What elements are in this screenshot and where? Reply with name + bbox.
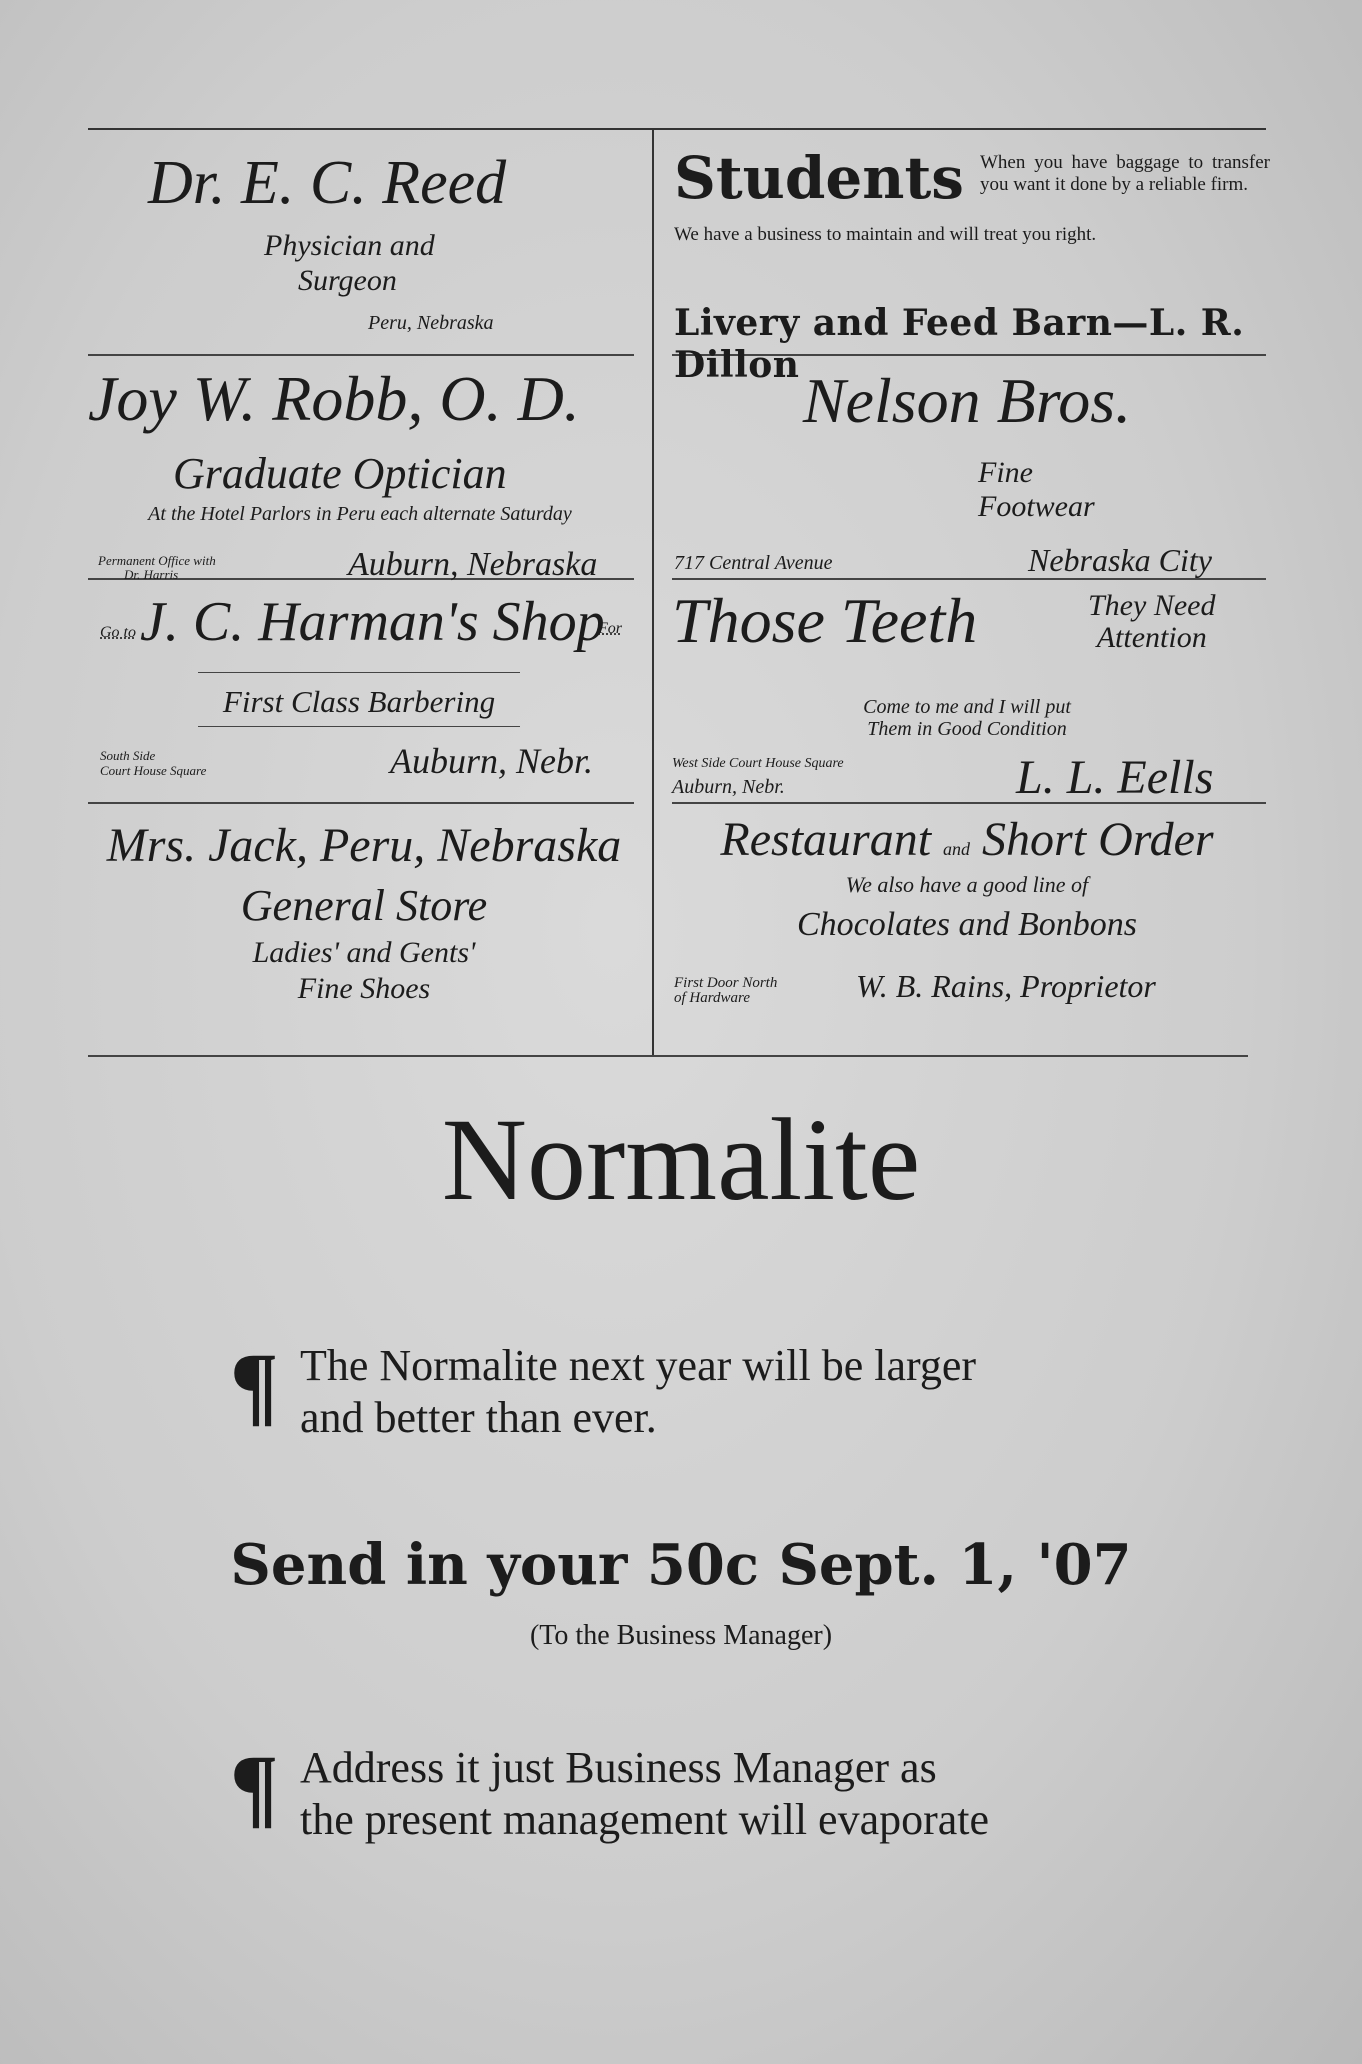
ad-nelson-city: Nebraska City: [1028, 542, 1212, 578]
ad-restaurant-line1: We also have a good line of: [845, 872, 1089, 897]
ad-teeth-town: Auburn, Nebr.: [672, 776, 785, 798]
normalite-para1-line2: and better than ever.: [300, 1393, 657, 1442]
ad-jack: [88, 808, 640, 1048]
ad-nelson: [668, 356, 1266, 576]
ad-teeth-need1: They Need: [1088, 589, 1216, 622]
ad-teeth-line1: Come to me and I will put: [863, 696, 1071, 718]
ad-teeth-side: West Side Court House Square: [672, 756, 844, 771]
ad-jack-name: Mrs. Jack, Peru, Nebraska: [106, 819, 622, 872]
ad-teeth-name: L. L. Eells: [1016, 751, 1214, 804]
ad-reed-location: Peru, Nebraska: [368, 312, 494, 334]
ad-jack-sub: General Store: [240, 881, 488, 930]
ad-jack-line1: Ladies' and Gents': [252, 936, 476, 969]
ad-harman-side: [100, 748, 206, 778]
normalite-para2-line2: the present management will evaporate: [300, 1795, 990, 1844]
ad-robb: [88, 356, 640, 583]
ad-reed-title1: Physician and: [264, 229, 435, 262]
ad-nelson-address: 717 Central Avenue: [674, 552, 833, 574]
ad-harman-go: Go to: [100, 624, 136, 641]
ad-restaurant-name: [668, 812, 1266, 867]
ad-nelson-line2: Footwear: [978, 490, 1095, 523]
ad-restaurant-name2: Short Order: [982, 813, 1214, 866]
column-divider: [652, 130, 654, 1057]
pilcrow-icon: ¶: [230, 1336, 279, 1435]
ad-harman-rule: [198, 672, 520, 673]
send-heading: Send in your 50c Sept. 1, '07: [230, 1532, 1132, 1598]
ad-restaurant-line2: Chocolates and Bonbons: [797, 906, 1137, 943]
send-subheading: (To the Business Manager): [529, 1620, 833, 1651]
normalite-paragraph-2-text: [300, 1742, 989, 1846]
ad-harman-name: J. C. Harman's Shop: [140, 591, 605, 653]
ad-robb-perm1: Permanent Office with: [98, 553, 216, 568]
ad-restaurant-door2: of Hardware: [674, 990, 750, 1006]
ad-students-right-text: When you have baggage to transfer you want it done by a reliable firm.: [980, 152, 1270, 195]
ad-harman: [88, 580, 640, 798]
ad-restaurant-and: and: [943, 839, 971, 859]
ad-reed: [88, 130, 640, 352]
ad-restaurant-door1: First Door North: [674, 975, 778, 991]
ad-restaurant-door: [674, 976, 777, 1006]
ad-robb-city: Auburn, Nebraska: [348, 546, 598, 583]
normalite-para1-line1: The Normalite next year will be larger: [300, 1341, 977, 1390]
bottom-divider: [88, 1055, 1248, 1057]
ad-harman-sub: First Class Barbering: [198, 684, 520, 727]
ad-teeth-title: Those Teeth: [672, 585, 978, 656]
row-divider: [88, 802, 634, 804]
ad-harman-side1: South Side: [100, 748, 156, 763]
ad-robb-name: Joy W. Robb, O. D.: [88, 363, 580, 434]
normalite-title: Normalite: [441, 1094, 921, 1225]
ad-jack-line2: Fine Shoes: [297, 972, 431, 1005]
ad-reed-name: Dr. E. C. Reed: [148, 149, 507, 217]
ad-robb-note: At the Hotel Parlors in Peru each alternate Saturday: [148, 503, 572, 525]
ad-harman-for: For: [598, 620, 622, 637]
ad-restaurant-proprietor: W. B. Rains, Proprietor: [856, 968, 1156, 1004]
ad-teeth-line2: Them in Good Condition: [867, 718, 1067, 740]
ad-nelson-line1: Fine: [978, 456, 1033, 489]
ad-teeth-need: [1088, 590, 1215, 654]
ads-grid: [88, 128, 1270, 1057]
pilcrow-icon: ¶: [230, 1738, 279, 1837]
ad-teeth-need2: Attention: [1096, 621, 1207, 654]
ad-students-body: We have a business to maintain and will treat you right.: [674, 224, 1097, 245]
ad-reed-title2: Surgeon: [298, 264, 397, 297]
normalite-paragraph-1-text: [300, 1340, 976, 1444]
ad-students-footer: Livery and Feed Barn—L. R. Dillon: [674, 302, 1245, 386]
normalite-para2-line1: Address it just Business Manager as: [300, 1743, 937, 1792]
ad-nelson-name: Nelson Bros.: [802, 365, 1132, 436]
ad-harman-side2: Court House Square: [100, 763, 207, 778]
ad-restaurant: [668, 808, 1266, 1048]
ad-students: [668, 130, 1270, 386]
ad-teeth: [668, 580, 1266, 804]
ad-students-title: Students: [674, 144, 964, 212]
ad-robb-perm2: Dr. Harris: [124, 567, 179, 582]
ad-harman-city: Auburn, Nebr.: [390, 741, 594, 781]
ad-robb-title: Graduate Optician: [173, 449, 507, 498]
ad-restaurant-name1: Restaurant: [720, 813, 932, 866]
ad-robb-permanent-office: [98, 554, 216, 582]
